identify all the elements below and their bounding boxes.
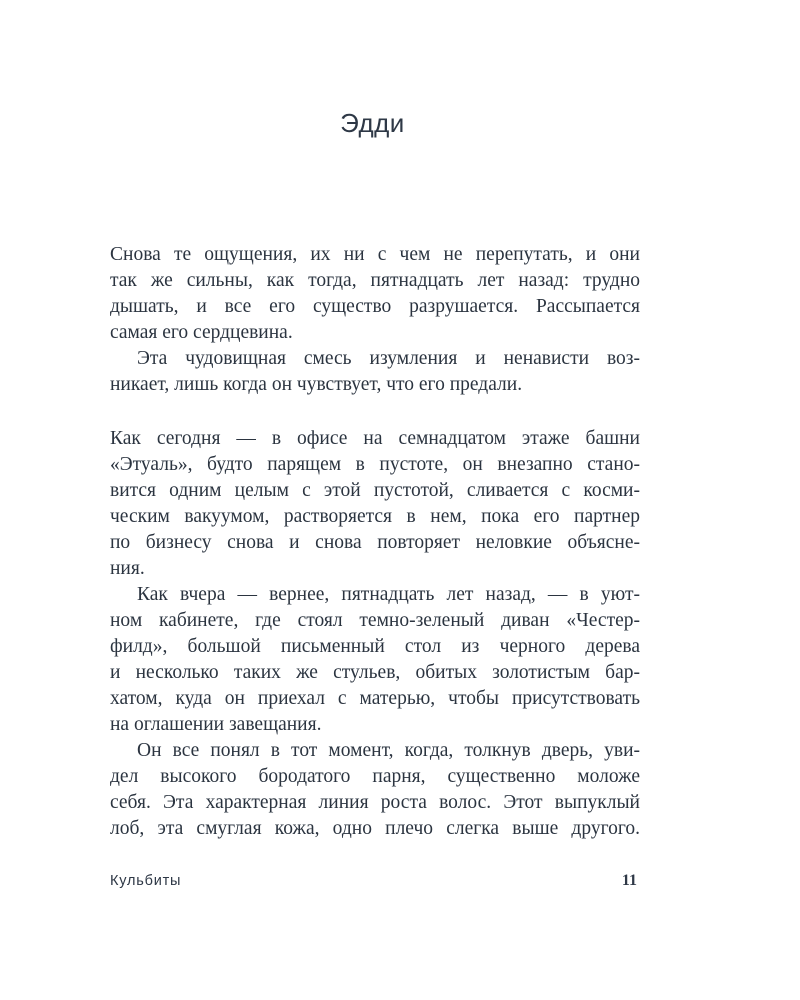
text-line: вится одним целым с этой пустотой, сливается с косми- [110, 480, 640, 501]
text-line: Как вчера — вернее, пятнадцать лет назад, — в уют- [137, 584, 640, 605]
text-line: «Этуаль», будто парящем в пустоте, он внезапно стано- [110, 454, 640, 475]
text-line: по бизнесу снова и снова повторяет неловкие объясне- [110, 532, 640, 553]
text-line: так же сильны, как тогда, пятнадцать лет назад: трудно [110, 270, 640, 291]
text-line: ном кабинете, где стоял темно-зеленый диван «Честер- [110, 610, 640, 631]
running-footer-title: Кульбиты [110, 873, 182, 889]
text-line: дышать, и все его существо разрушается. Рассыпается [110, 296, 640, 317]
text-line: филд», большой письменный стол из черного дерева [110, 636, 640, 657]
text-line: себя. Эта характерная линия роста волос. Этот выпуклый [110, 792, 640, 813]
text-line: на оглашении завещания. [110, 714, 322, 735]
text-line: и несколько таких же стульев, обитых золотистым бар- [110, 662, 640, 683]
text-line: ния. [110, 558, 145, 579]
page-number: 11 [621, 872, 637, 889]
chapter-title: Эдди [340, 108, 405, 138]
text-line: хатом, куда он приехал с матерью, чтобы присутствовать [110, 688, 640, 709]
text-line: дел высокого бородатого парня, существенно моложе [110, 766, 640, 787]
text-line: самая его сердцевина. [110, 322, 293, 343]
text-line: Он все понял в тот момент, когда, толкнув дверь, уви- [137, 740, 640, 761]
text-line: никает, лишь когда он чувствует, что его предали. [110, 374, 523, 395]
text-line: ческим вакуумом, растворяется в нем, пока его партнер [110, 506, 640, 527]
text-line: Снова те ощущения, их ни с чем не перепутать, и они [110, 244, 640, 265]
text-section-1 [110, 242, 640, 398]
text-section-2 [110, 426, 640, 842]
text-line: лоб, эта смуглая кожа, одно плечо слегка выше другого. [110, 818, 640, 839]
text-line: Как сегодня — в офисе на семнадцатом этаже башни [110, 428, 640, 449]
text-line: Эта чудовищная смесь изумления и ненависти воз- [137, 348, 640, 369]
